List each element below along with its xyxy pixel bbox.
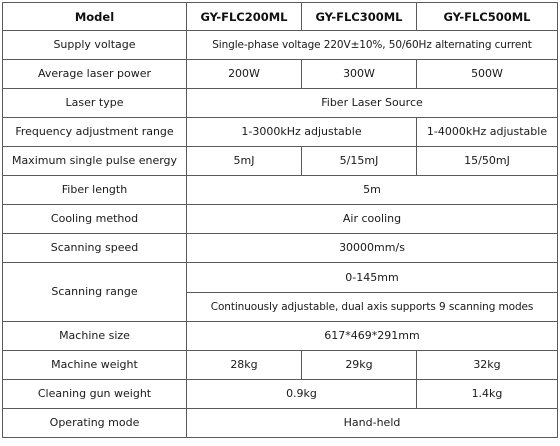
table-row-machine-weight — [3, 351, 558, 380]
table-row-average-laser-power — [3, 60, 558, 89]
fiber-length-value: 5m — [187, 176, 558, 205]
gun-weight-200-300: 0.9kg — [187, 380, 417, 409]
machine-weight-200: 28kg — [187, 351, 302, 380]
laser-power-500: 500W — [417, 60, 558, 89]
row-label: Scanning speed — [3, 234, 187, 263]
row-label: Machine size — [3, 322, 187, 351]
row-label: Fiber length — [3, 176, 187, 205]
spec-table — [2, 2, 558, 438]
table-header-row — [3, 3, 558, 31]
pulse-energy-500: 15/50mJ — [417, 147, 558, 176]
table-row-supply-voltage — [3, 31, 558, 60]
laser-power-300: 300W — [302, 60, 417, 89]
table-row-fiber-length — [3, 176, 558, 205]
scanning-range-value: 0-145mm — [187, 263, 558, 293]
cooling-method-value: Air cooling — [187, 205, 558, 234]
table-row-operating-mode — [3, 409, 558, 438]
frequency-range-200-300: 1-3000kHz adjustable — [187, 118, 417, 147]
table-row-laser-type — [3, 89, 558, 118]
machine-weight-500: 32kg — [417, 351, 558, 380]
frequency-range-500: 1-4000kHz adjustable — [417, 118, 558, 147]
row-label: Maximum single pulse energy — [3, 147, 187, 176]
row-label: Operating mode — [3, 409, 187, 438]
machine-weight-300: 29kg — [302, 351, 417, 380]
pulse-energy-300: 5/15mJ — [302, 147, 417, 176]
row-label: Supply voltage — [3, 31, 187, 60]
row-label: Cleaning gun weight — [3, 380, 187, 409]
table-row-scanning-speed — [3, 234, 558, 263]
model-500-header: GY-FLC500ML — [417, 3, 558, 31]
laser-power-200: 200W — [187, 60, 302, 89]
row-label: Cooling method — [3, 205, 187, 234]
table-row-pulse-energy — [3, 147, 558, 176]
laser-type-value: Fiber Laser Source — [187, 89, 558, 118]
operating-mode-value: Hand-held — [187, 409, 558, 438]
row-label: Scanning range — [3, 263, 187, 322]
table-row-machine-size — [3, 322, 558, 351]
row-label: Frequency adjustment range — [3, 118, 187, 147]
machine-size-value: 617*469*291mm — [187, 322, 558, 351]
model-300-header: GY-FLC300ML — [302, 3, 417, 31]
spec-table-container — [2, 2, 558, 438]
scanning-modes-value: Continuously adjustable, dual axis supports 9 scanning modes — [187, 293, 558, 322]
row-label: Laser type — [3, 89, 187, 118]
scanning-speed-value: 30000mm/s — [187, 234, 558, 263]
pulse-energy-200: 5mJ — [187, 147, 302, 176]
gun-weight-500: 1.4kg — [417, 380, 558, 409]
table-row-cooling-method — [3, 205, 558, 234]
model-200-header: GY-FLC200ML — [187, 3, 302, 31]
table-row-scanning-range — [3, 263, 558, 293]
supply-voltage-value: Single-phase voltage 220V±10%, 50/60Hz alternating current — [187, 31, 558, 60]
table-row-cleaning-gun-weight — [3, 380, 558, 409]
table-row-frequency-range — [3, 118, 558, 147]
row-label: Machine weight — [3, 351, 187, 380]
model-header: Model — [3, 3, 187, 31]
row-label: Average laser power — [3, 60, 187, 89]
